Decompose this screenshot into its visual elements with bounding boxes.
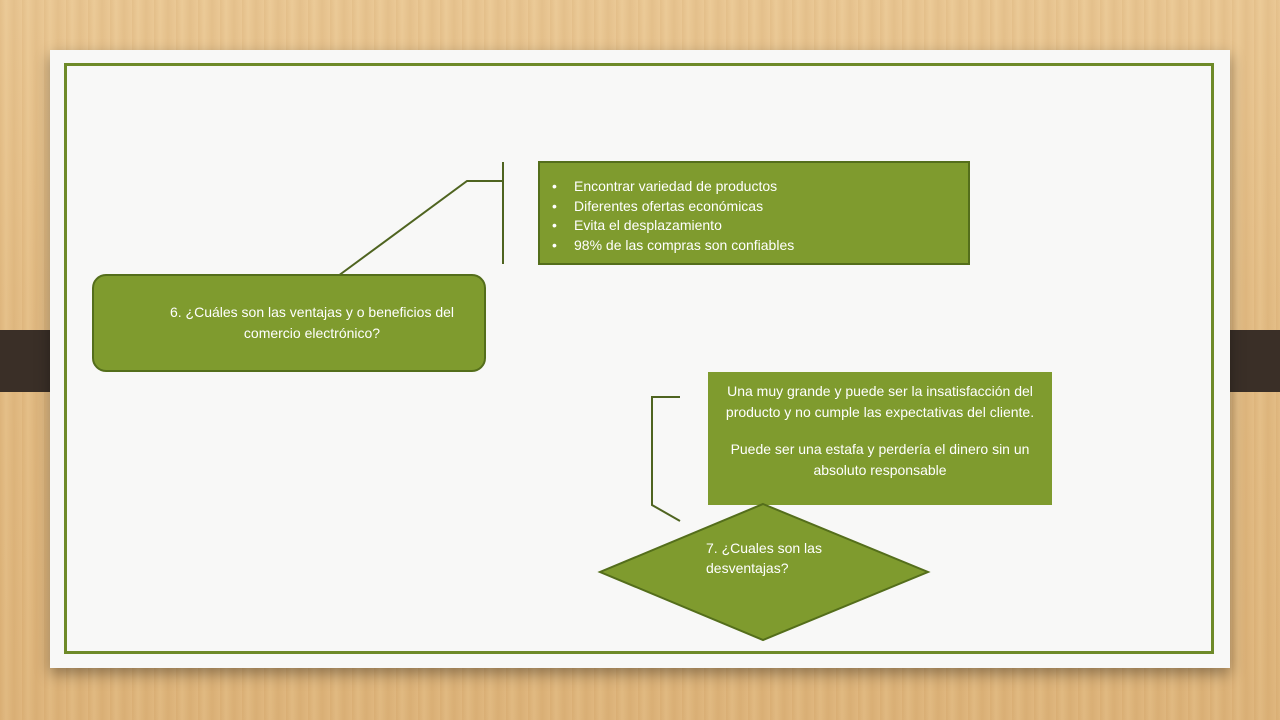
benefit-item: • Diferentes ofertas económicas — [552, 197, 958, 217]
disadvantage-text: Una muy grande y puede ser la insatisfacción del producto y no cumple las expectativas del cliente. — [725, 383, 1035, 420]
benefits-box — [538, 161, 970, 265]
benefit-item: • 98% de las compras son confiables — [552, 236, 958, 256]
benefits-list — [552, 177, 958, 255]
question-7-text: 7. ¿Cuales son las desventajas? — [706, 540, 822, 576]
disadvantages-box — [708, 372, 1052, 505]
question-6-text: 6. ¿Cuáles son las ventajas y o beneficios del comercio electrónico? — [169, 304, 455, 341]
benefit-item: • Evita el desplazamiento — [552, 216, 958, 236]
disadvantage-text: Puede ser una estafa y perdería el dinero sin un absoluto responsable — [730, 441, 1030, 478]
question-6-box — [92, 274, 486, 372]
benefit-item: • Encontrar variedad de productos — [552, 177, 958, 197]
